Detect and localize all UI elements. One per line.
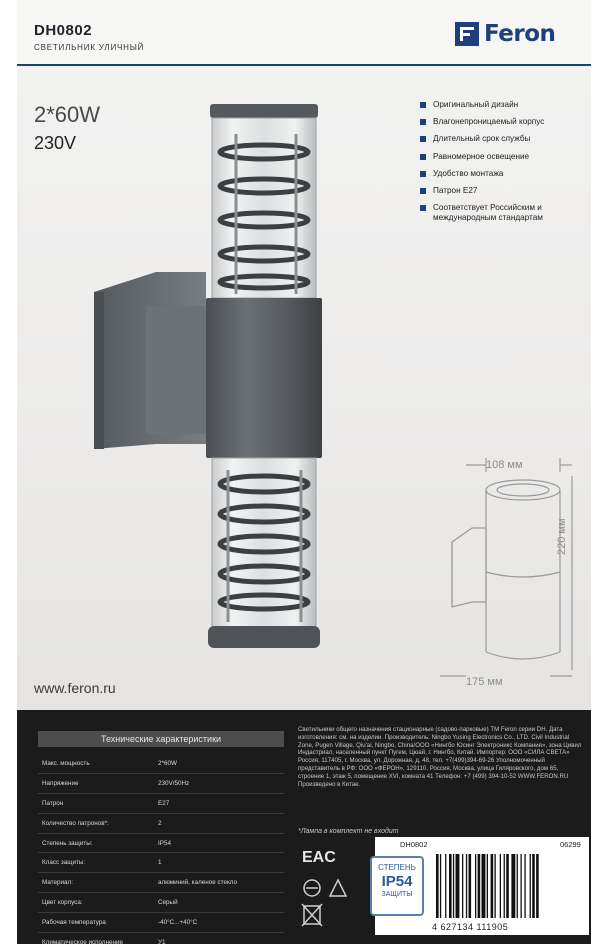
model-title: DH0802: [34, 22, 93, 39]
certification-icons: [298, 848, 370, 932]
table-row: Напряжение 230V/50Hz: [38, 773, 284, 793]
feron-logo-icon: [455, 22, 479, 46]
dimension-drawing: [432, 452, 582, 692]
dimension-width-top: 108 мм: [486, 459, 523, 471]
feature-list: [420, 100, 588, 230]
bullet-icon: [420, 205, 426, 211]
feature-item: Удобство монтажа: [420, 169, 588, 179]
feature-item: Длительный срок службы: [420, 134, 588, 144]
recycle-icon: [330, 880, 346, 896]
lamp-not-included-note: *Лампа в комплект не входит: [298, 828, 399, 835]
feature-item: Патрон E27: [420, 186, 588, 196]
table-row: Макс. мощность 2*60W: [38, 754, 284, 773]
bullet-icon: [420, 188, 426, 194]
bullet-icon: [420, 154, 426, 160]
eac-mark-icon: EAC: [302, 849, 336, 866]
spec-table-title: Технические характеристики: [38, 731, 284, 747]
ip-rating-badge: СТЕПЕНЬ IP54 ЗАЩИТЫ: [370, 856, 424, 916]
table-row: Патрон E27: [38, 793, 284, 813]
bullet-icon: [420, 171, 426, 177]
power-rating: 2*60W: [34, 102, 101, 127]
table-row: Материал: алюминий, каленое стекло: [38, 873, 284, 893]
brand-logo: [455, 20, 555, 48]
model-code: DH0802: [400, 840, 428, 849]
barcode-number: 4 627134 111905: [432, 922, 509, 932]
table-row: Количество патронов*: 2: [38, 813, 284, 833]
bullet-icon: [420, 102, 426, 108]
table-row: Степень защиты: IP54: [38, 833, 284, 853]
dimension-depth: 175 мм: [466, 676, 503, 688]
barcode: [430, 850, 584, 922]
bullet-icon: [420, 136, 426, 142]
voltage-rating: 230V: [34, 133, 77, 153]
spec-table: [38, 754, 284, 944]
table-row: Рабочая температура -40°C...+40°C: [38, 913, 284, 933]
manufacturer-info: Светильники общего назначения стационарные (садово-парковые) ТМ Feron серии DH. Дата изготовления: см. на изделии. Производитель: Ningbo Yusing Electronics Co., LTD. Civil Industrial Zone, Pugen Village, Qiu'ai, Ningbo, China/ООО «Нингбо Юсинг Электроникс Компания», зона Цивил Индастриал, населенный пункт Пугем, Цюай, г. Нингбо, Китай. Импортер: ООО «СИЛА СВЕТА» Россия, 117405, г. Москва, ул. Дорожная, д. 48, тел. +7(499)394-69-26 Уполномоченный представитель в РФ: ООО «ФЕРОН», 129110, Россия, Москва, улица Гиляровского, дом 65, строение 1, этаж 5, помещение XVI, комната 41 Телефон: +7 (499) 394-10-52 WWW.FERON.RU Произведено в Китае.: [298, 726, 582, 788]
bullet-icon: [420, 119, 426, 125]
brand-name: Feron: [484, 21, 556, 47]
table-row: Климатическое исполнение У1: [38, 933, 284, 944]
feature-item: Влагонепроницаемый корпус: [420, 117, 588, 127]
article-code: 06299: [560, 840, 581, 849]
lamp-illustration: [86, 94, 326, 664]
table-row: Класс защиты: 1: [38, 853, 284, 873]
feature-item: Соответствует Российским и международным стандартам: [420, 203, 588, 223]
product-subtitle: СВЕТИЛЬНИК УЛИЧНЫЙ: [34, 43, 145, 52]
feature-item: Оригинальный дизайн: [420, 100, 588, 110]
dimension-height: 220 мм: [556, 518, 568, 555]
feature-item: Равномерное освещение: [420, 152, 588, 162]
table-row: Цвет корпуса: Серый: [38, 893, 284, 913]
website-url: www.feron.ru: [34, 680, 116, 696]
